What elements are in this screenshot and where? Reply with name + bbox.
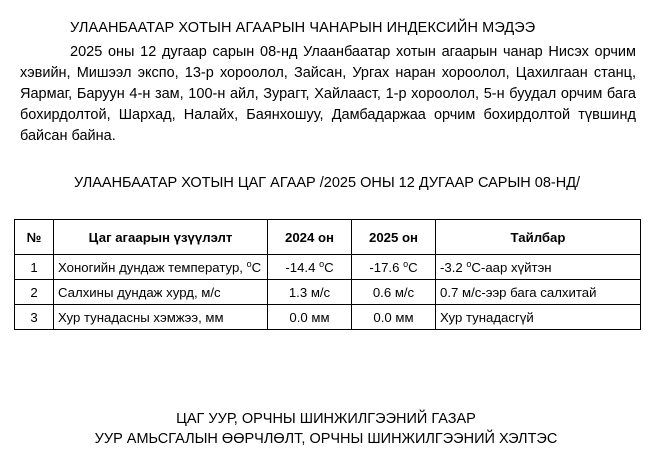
table-header-row xyxy=(15,220,641,255)
row-number: 3 xyxy=(15,305,54,330)
note-value: -3.2 xyxy=(440,260,467,275)
row-indicator xyxy=(54,255,268,280)
header-note: Тайлбар xyxy=(436,220,641,255)
row-number: 1 xyxy=(15,255,54,280)
document-title: УЛААНБААТАР ХОТЫН АГААРЫН ЧАНАРЫН ИНДЕКСИЙН МЭДЭЭ xyxy=(70,20,536,36)
weather-table xyxy=(14,219,641,330)
degree-mark: о xyxy=(403,259,409,269)
indicator-text: Хоногийн дундаж температур, xyxy=(58,260,247,275)
header-number: № xyxy=(15,220,54,255)
header-2025: 2025 он xyxy=(352,220,436,255)
row-value-2024: 0.0 мм xyxy=(268,305,352,330)
row-value-2025 xyxy=(352,255,436,280)
air-quality-paragraph: 2025 оны 12 дугаар сарын 08-нд Улаанбаатар хотын агаарын чанар Нисэх орчим хэвийн, Мишээл экспо, 13-р хороолол, Зайсан, Ургах наран хороолол, Цахилгаан станц, Яармаг, Баруун 4-н зам, 100-н айл, Зурагт, Хайлааст, 1-р хороолол, 5-н буудал орчим бага бохирдолтой, Шархад, Налайх, Баянхошуу, Дамбадаржаа орчим бохирдолтой түвшинд байсан байна. xyxy=(20,44,636,144)
row-number: 2 xyxy=(15,280,54,305)
value-unit: C xyxy=(408,260,418,275)
row-indicator: Салхины дундаж хурд, м/с xyxy=(54,280,268,305)
table-row xyxy=(15,255,641,280)
row-note xyxy=(436,255,641,280)
indicator-unit: C xyxy=(251,260,262,275)
degree-mark: о xyxy=(319,259,325,269)
value-unit: C xyxy=(324,260,334,275)
table-row xyxy=(15,305,641,330)
header-2024: 2024 он xyxy=(268,220,352,255)
note-text: C-аар хүйтэн xyxy=(471,260,552,275)
weather-section-title: УЛААНБААТАР ХОТЫН ЦАГ АГААР /2025 ОНЫ 12 ДУГААР САРЫН 08-НД/ xyxy=(74,175,581,191)
footer xyxy=(0,409,652,449)
row-value-2025: 0.6 м/с xyxy=(352,280,436,305)
row-note: 0.7 м/с-ээр бага салхитай xyxy=(436,280,641,305)
row-value-2025: 0.0 мм xyxy=(352,305,436,330)
row-value-2024: 1.3 м/с xyxy=(268,280,352,305)
footer-department: УУР АМЬСГАЛЫН ӨӨРЧЛӨЛТ, ОРЧНЫ ШИНЖИЛГЭЭНИЙ ХЭЛТЭС xyxy=(94,431,558,447)
degree-mark: о xyxy=(246,259,252,269)
value-text: -14.4 xyxy=(285,260,320,275)
footer-organization: ЦАГ УУР, ОРЧНЫ ШИНЖИЛГЭЭНИЙ ГАЗАР xyxy=(176,411,476,427)
table-row xyxy=(15,280,641,305)
degree-mark: о xyxy=(466,259,472,269)
header-indicator: Цаг агаарын үзүүлэлт xyxy=(54,220,268,255)
row-value-2024 xyxy=(268,255,352,280)
row-indicator: Хур тунадасны хэмжээ, мм xyxy=(54,305,268,330)
value-text: -17.6 xyxy=(369,260,404,275)
row-note: Хур тунадасгүй xyxy=(436,305,641,330)
